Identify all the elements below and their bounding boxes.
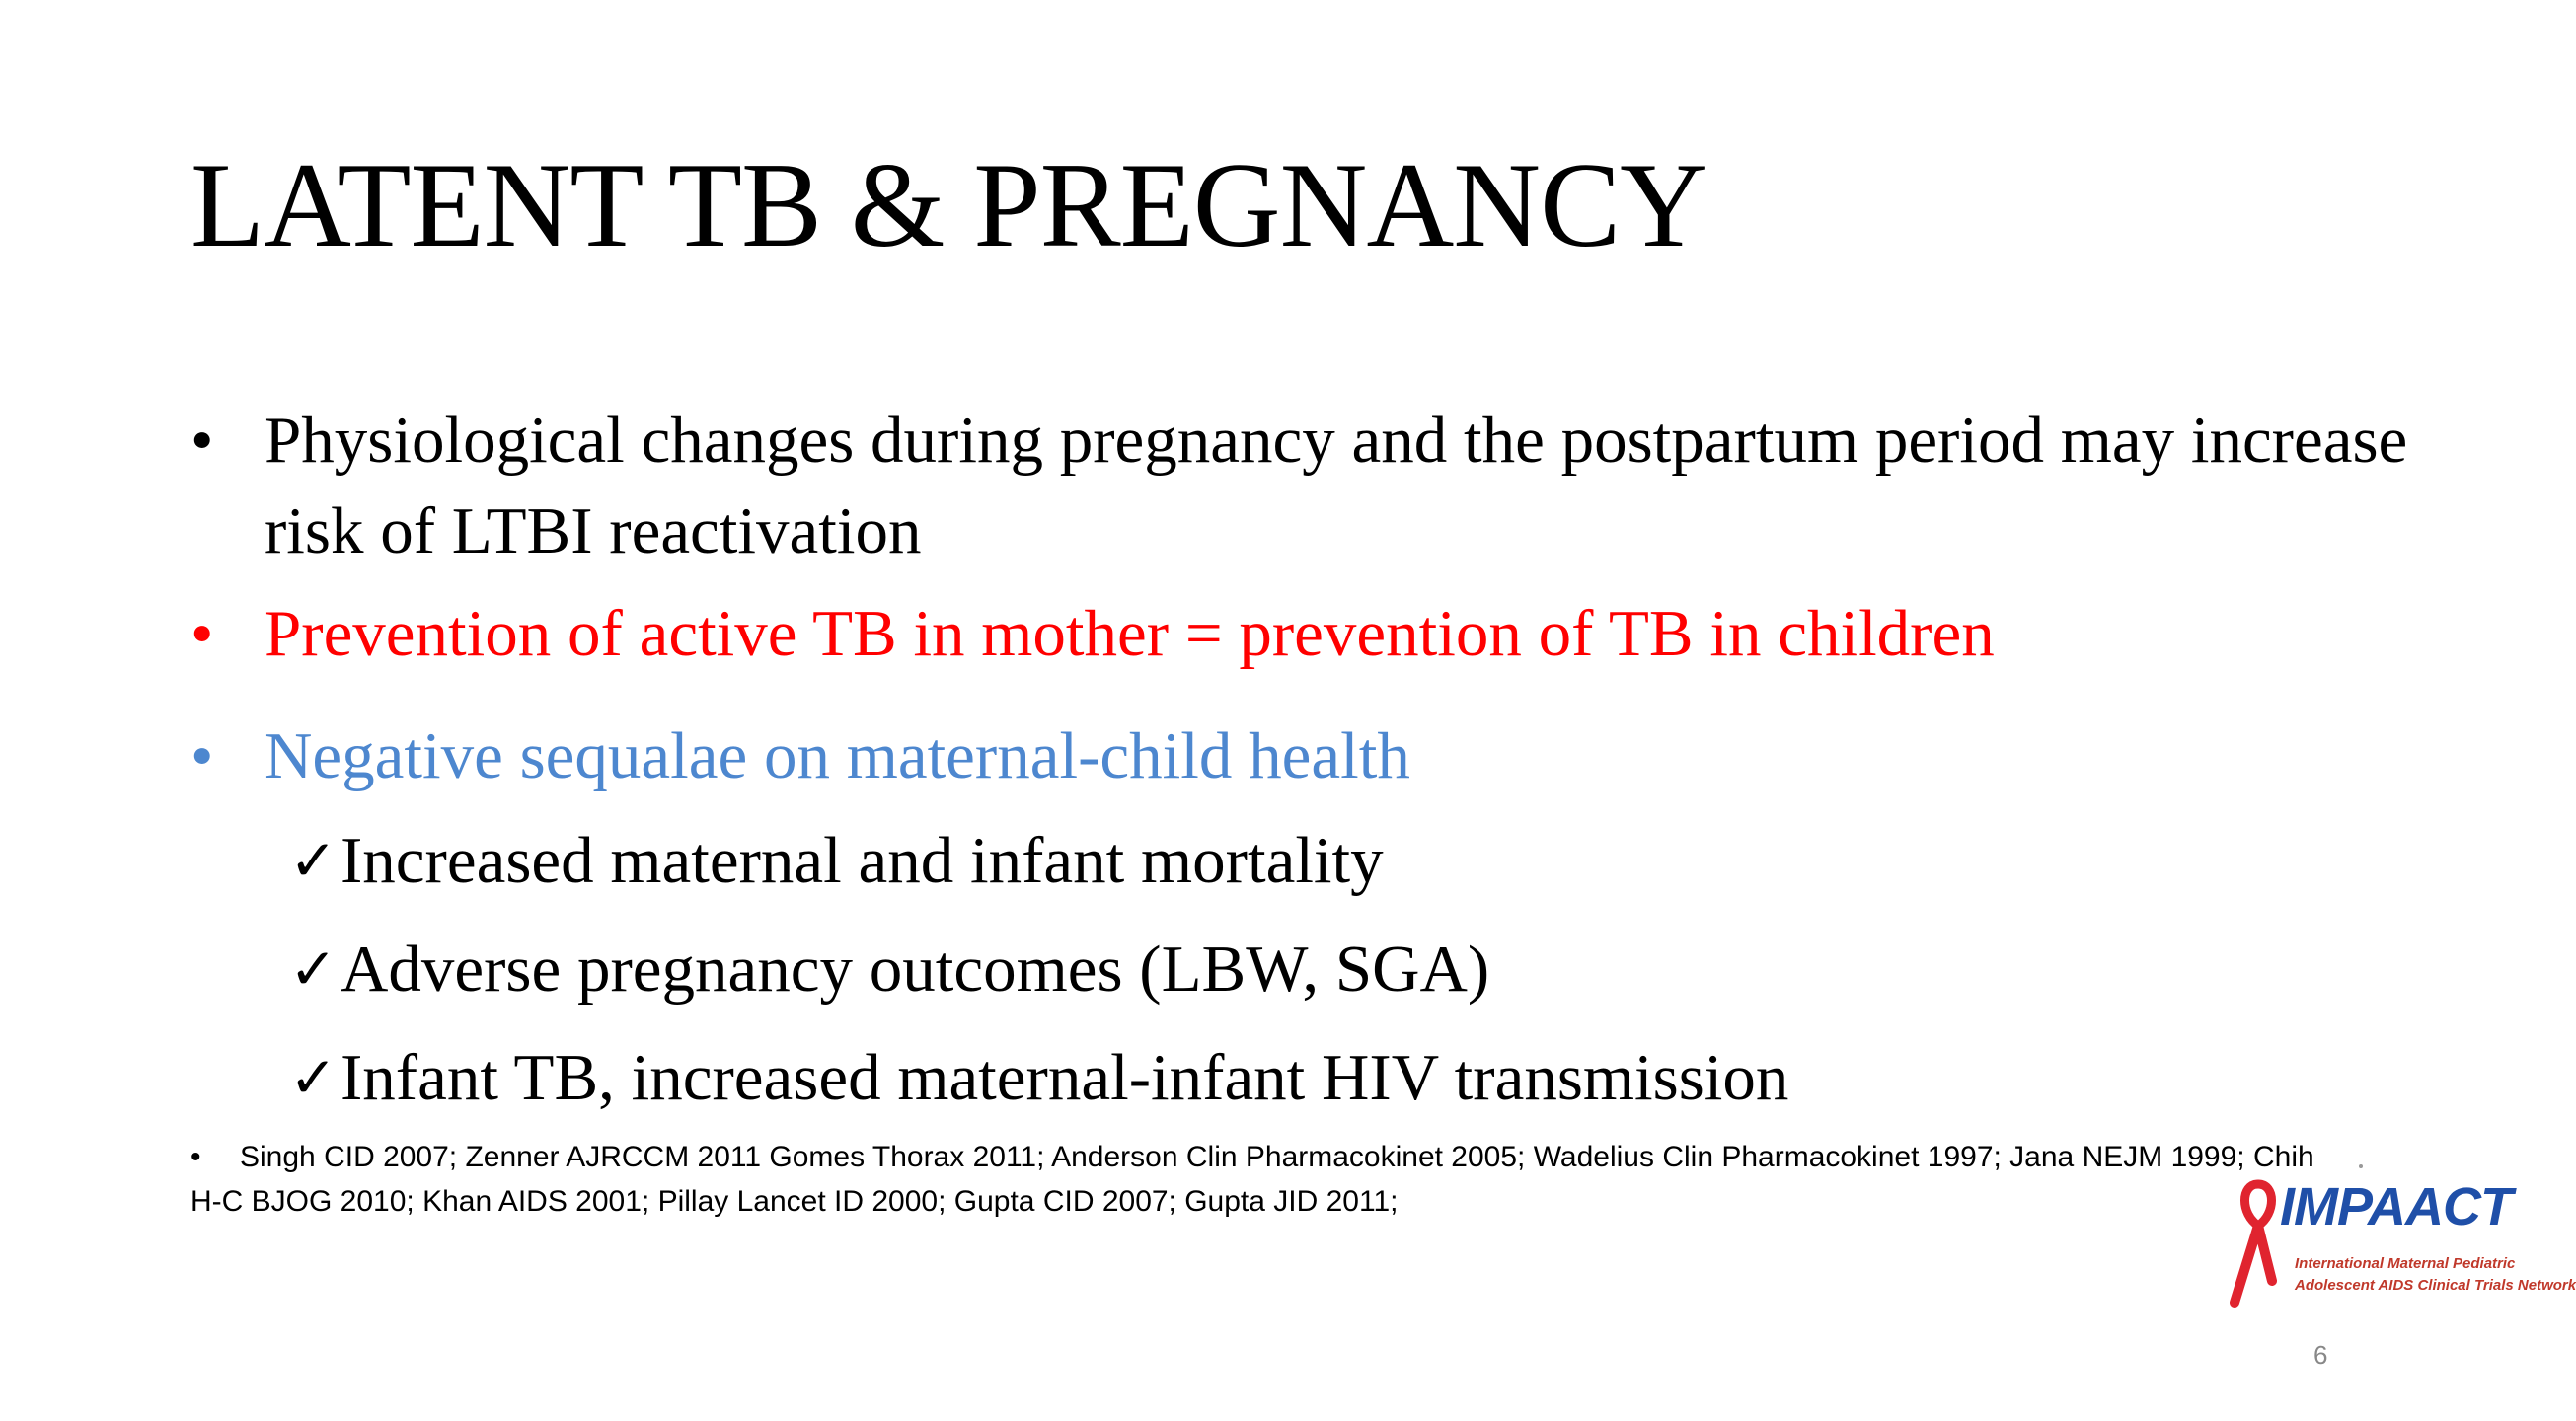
logo-tagline-line1: International Maternal Pediatric	[2295, 1255, 2516, 1272]
sub-bullet-item	[190, 815, 2411, 906]
bullet-dot: •	[190, 597, 214, 670]
bullet-text: Physiological changes during pregnancy and the postpartum period may increase risk of LTBI reactivation	[265, 404, 2408, 567]
bullet-item	[190, 395, 2411, 576]
logo-tagline-line2: Adolescent AIDS Clinical Trials Network	[2295, 1277, 2576, 1294]
logo-wordmark: IMPAACT	[2280, 1177, 2512, 1236]
sub-bullet-text: Increased maternal and infant mortality	[341, 824, 1384, 897]
checkmark-icon: ✓	[289, 1044, 338, 1111]
page-number: 6	[2313, 1340, 2328, 1370]
bullet-dot: •	[190, 719, 214, 792]
impaact-logo	[2221, 1155, 2576, 1312]
checkmark-icon: ✓	[289, 827, 338, 894]
sub-bullet-text: Adverse pregnancy outcomes (LBW, SGA)	[341, 933, 1490, 1006]
sub-bullet-item	[190, 1032, 2411, 1123]
bullet-item-highlight-red	[190, 588, 2411, 679]
bullet-text: Prevention of active TB in mother = prevention of TB in children	[265, 597, 1995, 670]
checkmark-icon: ✓	[289, 935, 338, 1003]
bullet-item-highlight-blue	[190, 710, 2411, 801]
bullet-list	[190, 395, 2411, 1141]
bullet-dot: •	[190, 404, 214, 477]
slide-title: LATENT TB & PREGNANCY	[190, 137, 1706, 272]
bullet-text: Negative sequalae on maternal-child health	[265, 719, 1410, 792]
references	[190, 1135, 2322, 1224]
sub-bullet-text: Infant TB, increased maternal-infant HIV transmission	[341, 1041, 1789, 1114]
reference-bullet: •	[190, 1141, 201, 1173]
sub-bullet-item	[190, 924, 2411, 1014]
reference-text: Singh CID 2007; Zenner AJRCCM 2011 Gomes Thorax 2011; Anderson Clin Pharmacokinet 2005; Wadelius Clin Pharmacokinet 1997; Jana NEJM 1999; Chih H-C BJOG 2010; Khan AIDS 2001; Pillay Lancet ID 2000; Gupta CID 2007; Gupta JID 2011;	[190, 1141, 2314, 1218]
